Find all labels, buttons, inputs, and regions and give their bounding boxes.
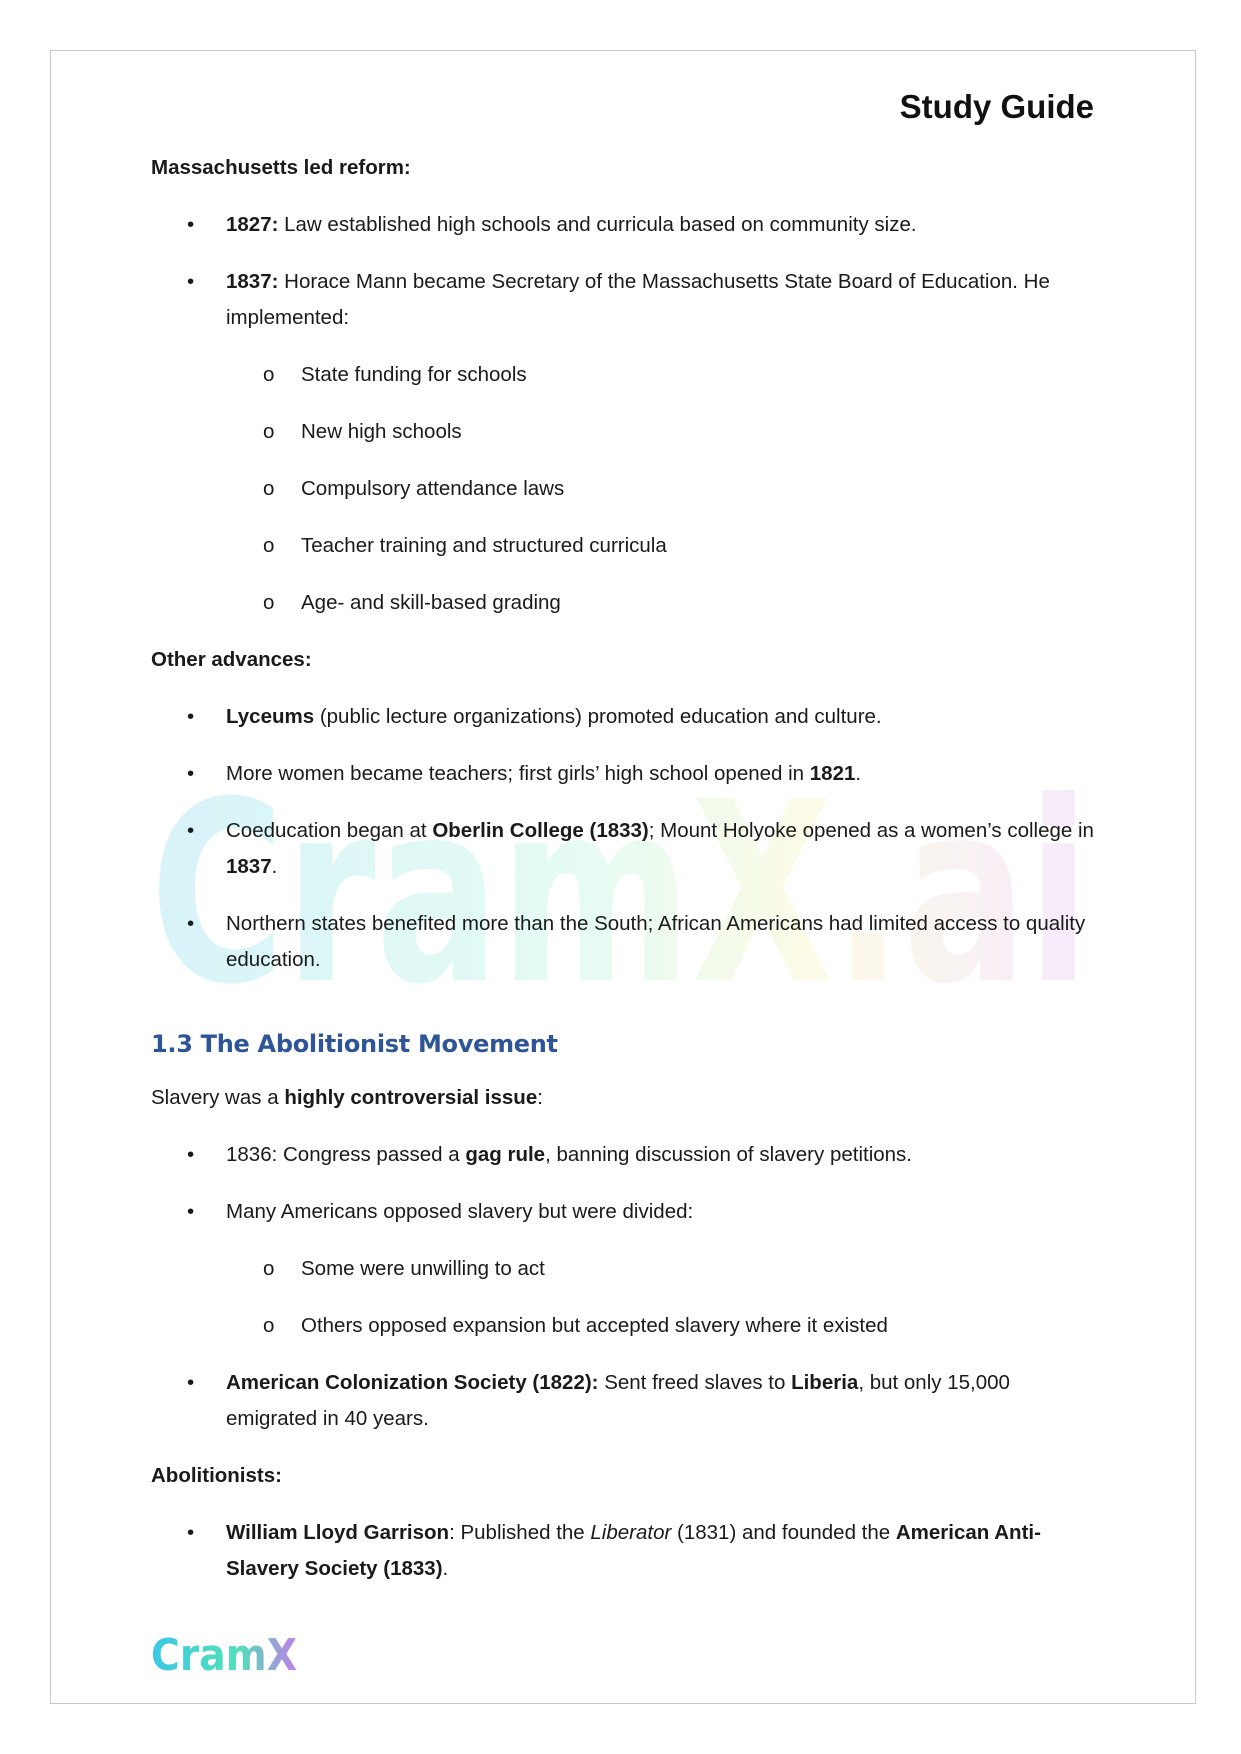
list-item	[151, 756, 1095, 792]
sub-bullet-mark: o	[263, 534, 275, 557]
list-item	[151, 1194, 1095, 1230]
section-heading-abolitionist: 1.3 The Abolitionist Movement	[151, 1030, 558, 1058]
other-advances-heading: Other advances:	[151, 648, 312, 671]
intro-bold: highly controversial issue	[284, 1086, 538, 1109]
item-text: , banning discussion of slavery petitions.	[545, 1143, 913, 1166]
list-item	[151, 1515, 1095, 1587]
item-text: , but only 15,000 emigrated in 40 years.	[226, 1371, 1010, 1430]
bullet-mark: •	[187, 819, 195, 842]
sub-item-text: Others opposed expansion but accepted slavery where it existed	[301, 1314, 888, 1337]
list-item	[151, 1137, 1095, 1173]
list-item	[151, 1365, 1095, 1437]
abolition-intro	[151, 1080, 1095, 1116]
item-bold: 1837	[226, 855, 272, 878]
sub-list-item	[151, 1251, 1095, 1287]
sub-item-text: Compulsory attendance laws	[301, 477, 565, 500]
bullet-mark: •	[187, 1143, 195, 1166]
list-item	[151, 813, 1095, 885]
item-bold: American Anti-Slavery Society (1833)	[226, 1521, 1041, 1580]
item-text: Law established high schools and curricula based on community size.	[278, 213, 917, 236]
sub-list-item	[151, 357, 1095, 393]
item-lead: American Colonization Society (1822):	[226, 1371, 599, 1394]
sub-bullet-mark: o	[263, 420, 275, 443]
item-text: ; Mount Holyoke opened as a women’s college in	[648, 819, 1094, 842]
sub-list-item	[151, 585, 1095, 621]
item-bold: gag rule	[465, 1143, 546, 1166]
sub-item-text: Teacher training and structured curricula	[301, 534, 667, 557]
bullet-mark: •	[187, 213, 195, 236]
sub-item-text: Age- and skill-based grading	[301, 591, 561, 614]
item-text: .	[442, 1557, 449, 1580]
item-text: Northern states benefited more than the South; African Americans had limited access to quality education.	[226, 912, 1086, 971]
bullet-mark: •	[187, 1200, 195, 1223]
item-bold: Liberia	[791, 1371, 859, 1394]
item-text: .	[855, 762, 862, 785]
list-item	[151, 906, 1095, 978]
sub-bullet-mark: o	[263, 1314, 275, 1337]
item-text: (1831) and founded the	[671, 1521, 896, 1544]
sub-item-text: Some were unwilling to act	[301, 1257, 545, 1280]
item-bold: Oberlin College (1833)	[432, 819, 649, 842]
bullet-mark: •	[187, 912, 195, 935]
bullet-mark: •	[187, 1371, 195, 1394]
sub-list-item	[151, 1308, 1095, 1344]
item-text: Horace Mann became Secretary of the Massachusetts State Board of Education. He implemented:	[226, 270, 1050, 329]
sub-item-text: New high schools	[301, 420, 462, 443]
list-item	[151, 207, 1095, 243]
sub-bullet-mark: o	[263, 363, 275, 386]
abolitionists-heading: Abolitionists:	[151, 1464, 282, 1487]
sub-bullet-mark: o	[263, 1257, 275, 1280]
item-text: Many Americans opposed slavery but were divided:	[226, 1200, 694, 1223]
logo-text: CramX	[151, 1630, 298, 1678]
item-text: Coeducation began at	[226, 819, 433, 842]
item-lead: William Lloyd Garrison	[226, 1521, 450, 1544]
content	[151, 150, 1095, 1608]
item-lead: Lyceums	[226, 705, 315, 728]
item-text: (public lecture organizations) promoted education and culture.	[314, 705, 882, 728]
item-text: 1836: Congress passed a	[226, 1143, 466, 1166]
item-lead: 1827:	[226, 213, 279, 236]
list-item	[151, 699, 1095, 735]
item-lead: 1837:	[226, 270, 279, 293]
sub-item-text: State funding for schools	[301, 363, 527, 386]
sub-list-item	[151, 528, 1095, 564]
bullet-mark: •	[187, 705, 195, 728]
list-item	[151, 264, 1095, 336]
bullet-mark: •	[187, 1521, 195, 1544]
item-italic: Liberator	[590, 1521, 672, 1544]
sub-list-item	[151, 414, 1095, 450]
sub-bullet-mark: o	[263, 591, 275, 614]
bullet-mark: •	[187, 762, 195, 785]
cramx-logo	[151, 1630, 301, 1678]
intro-text: :	[537, 1086, 543, 1109]
item-text: .	[271, 855, 278, 878]
intro-text: Slavery was a	[151, 1086, 285, 1109]
sub-list-item	[151, 471, 1095, 507]
item-text: : Published the	[449, 1521, 591, 1544]
sub-bullet-mark: o	[263, 477, 275, 500]
watermark-text: CramX.ai	[150, 755, 1090, 1010]
item-text: More women became teachers; first girls’ high school opened in	[226, 762, 810, 785]
page-title: Study Guide	[899, 88, 1094, 125]
massachusetts-heading: Massachusetts led reform:	[151, 156, 411, 179]
bullet-mark: •	[187, 270, 195, 293]
item-bold: 1821	[809, 762, 856, 785]
item-text: Sent freed slaves to	[598, 1371, 792, 1394]
